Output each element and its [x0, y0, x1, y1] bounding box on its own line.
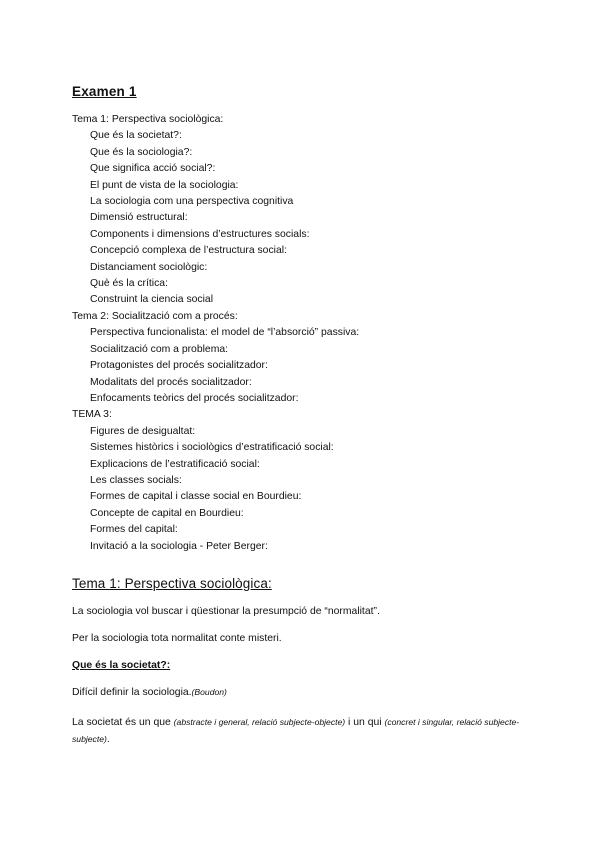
toc-item: Què és la crítica: [90, 278, 168, 290]
toc-item: Que significa acció social?: [90, 163, 216, 175]
paragraph: Per la sociologia tota normalitat conte misteri. [72, 633, 282, 644]
paragraph-text: Difícil definir la sociologia. [72, 687, 192, 698]
toc-item: Explicacions de l’estratificació social: [90, 458, 260, 470]
table-of-contents [72, 112, 359, 555]
toc-item: Invitació a la sociologia - Peter Berger: [90, 540, 268, 552]
toc-item: Concepció complexa de l’estructura social: [90, 245, 287, 257]
paragraph: La sociologia vol buscar i qüestionar la presumpció de “normalitat”. [72, 606, 380, 617]
inline-note: (concret i singular, relació subjecte-subjecte) [72, 717, 520, 744]
toc-item: Formes del capital: [90, 524, 178, 536]
toc-item: Figures de desigualtat: [90, 425, 196, 437]
paragraph-text: . [106, 734, 110, 745]
toc-item: Sistemes històrics i sociològics d’estratificació social: [90, 442, 334, 454]
toc-item: Construint la ciencia social [90, 294, 214, 306]
section-heading: Tema 1: Perspectiva sociològica: [72, 576, 272, 591]
citation-note: (Boudon) [191, 687, 227, 697]
toc-item: La sociologia com una perspectiva cognitiva [90, 196, 294, 208]
toc-item: Distanciament sociològic: [90, 261, 208, 273]
toc-item: Tema 2: Socialització com a procés: [72, 310, 238, 322]
toc-item: El punt de vista de la sociologia: [90, 179, 239, 191]
toc-item: Tema 1: Perspectiva sociològica: [72, 114, 224, 125]
paragraph-text: i un qui [345, 717, 385, 728]
toc-item: Modalitats del procés socialitzador: [90, 376, 252, 388]
toc-item: Les classes socials: [90, 474, 182, 486]
toc-item: Dimensió estructural: [90, 212, 188, 224]
toc-item: Que és la societat?: [90, 130, 182, 142]
document-title: Examen 1 [72, 84, 137, 99]
toc-item: Concepte de capital en Bourdieu: [90, 507, 244, 519]
toc-item: Que és la sociologia?: [90, 146, 193, 158]
paragraph-text: La societat és un que [72, 717, 174, 728]
toc-item: Socialització com a problema: [90, 343, 229, 355]
inline-note: (abstracte i general, relació subjecte-objecte) [173, 717, 346, 727]
toc-item: Perspectiva funcionalista: el model de “l’absorció” passiva: [90, 327, 360, 339]
paragraph [72, 687, 227, 698]
toc-item: TEMA 3: [72, 409, 112, 421]
toc-item: Enfocaments teòrics del procés socialitzador: [90, 392, 299, 404]
toc-item: Protagonistes del procés socialitzador: [90, 360, 268, 372]
paragraph [72, 714, 542, 748]
toc-item: Formes de capital i classe social en Bourdieu: [90, 491, 302, 503]
subsection-heading: Que és la societat?: [72, 660, 171, 671]
toc-item: Components i dimensions d’estructures socials: [90, 228, 310, 240]
